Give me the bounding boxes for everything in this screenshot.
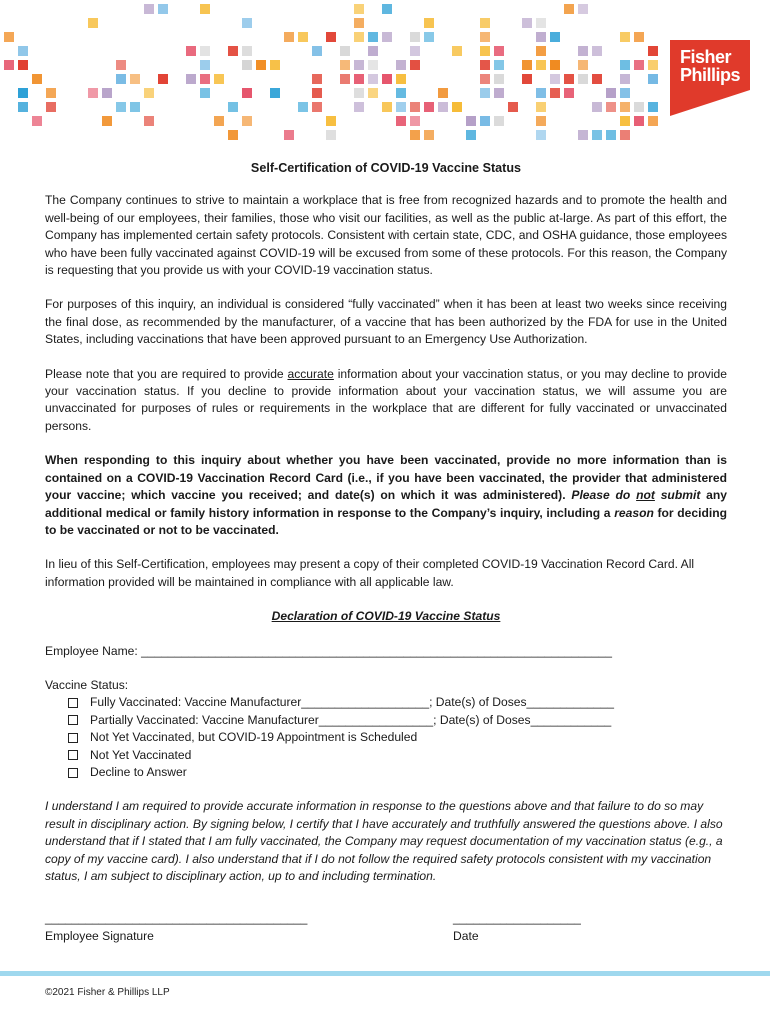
pixel-square [312, 74, 322, 84]
pixel-square [354, 88, 364, 98]
pixel-square [536, 32, 546, 42]
pixel-square [298, 102, 308, 112]
pixel-square [466, 130, 476, 140]
pixel-square [200, 4, 210, 14]
pixel-square [312, 102, 322, 112]
pixel-square [354, 18, 364, 28]
pixel-square [634, 116, 644, 126]
pixel-square [326, 116, 336, 126]
pixel-square [606, 102, 616, 112]
pixel-square [578, 130, 588, 140]
vaccine-status-options [68, 694, 727, 781]
pixel-square [410, 32, 420, 42]
pixel-square [620, 88, 630, 98]
pixel-square [382, 4, 392, 14]
pixel-square [284, 32, 294, 42]
pixel-square [564, 74, 574, 84]
pixel-square [46, 102, 56, 112]
logo-text [680, 48, 740, 84]
pixel-square [18, 60, 28, 70]
pixel-square [242, 88, 252, 98]
pixel-square [424, 18, 434, 28]
pixel-square [354, 4, 364, 14]
pixel-square [480, 32, 490, 42]
pixel-square [4, 32, 14, 42]
pixel-square [536, 102, 546, 112]
pixel-square [578, 60, 588, 70]
pixel-square [186, 46, 196, 56]
pixel-square [536, 88, 546, 98]
pixel-square [550, 74, 560, 84]
pixel-square [242, 60, 252, 70]
document-title: Self-Certification of COVID-19 Vaccine Status [250, 161, 522, 175]
pixel-square [228, 102, 238, 112]
pixel-square [606, 130, 616, 140]
date-block [453, 910, 581, 945]
pixel-square [620, 32, 630, 42]
pixel-square [396, 88, 406, 98]
pixel-square [564, 4, 574, 14]
option-not-vaccinated[interactable] [68, 747, 727, 764]
pixel-square [396, 74, 406, 84]
pixel-square [536, 130, 546, 140]
option-label: Decline to Answer [90, 764, 187, 779]
option-label: Partially Vaccinated: Vaccine Manufacturer_________________; Date(s) of Doses____________ [90, 712, 612, 727]
pixel-square [144, 88, 154, 98]
pixel-square [592, 102, 602, 112]
signature-line[interactable]: _______________________________________ [45, 911, 308, 926]
option-label: Not Yet Vaccinated, but COVID-19 Appointment is Scheduled [90, 730, 418, 745]
header-pixel-art [0, 0, 770, 150]
pixel-square [368, 74, 378, 84]
instructions-text-a: When responding to this inquiry about whether you have been vaccinated, provide no more information than is contained on a COVID-19 Vaccination Record Card (i.e., if you have been vaccinated, the provider that administered your vaccine; which vaccine you received; and date(s) on which it was administered). [45, 453, 727, 503]
pixel-square [256, 60, 266, 70]
pixel-square [494, 46, 504, 56]
pixel-square [424, 130, 434, 140]
pixel-square [536, 60, 546, 70]
pixel-square [648, 74, 658, 84]
pixel-square [508, 102, 518, 112]
accuracy-text-b: information about your vaccination status, or you may decline to provide your vaccination status. If you decline to provide information about your vaccination status, we will assume you are unvaccinated for purposes of rules or requirements in the workplace that are different for fully vaccinated or unvaccinated persons. [45, 366, 727, 433]
pixel-square [592, 130, 602, 140]
instructions-text-c: for deciding to be vaccinated or not to be vaccinated. [45, 505, 728, 537]
pixel-square [410, 130, 420, 140]
option-partially-vaccinated[interactable] [68, 712, 727, 729]
instructions-reason: reason [614, 505, 654, 520]
pixel-square [592, 46, 602, 56]
pixel-square [18, 88, 28, 98]
instructions-submit: submit [654, 488, 701, 503]
pixel-square [116, 60, 126, 70]
pixel-square [424, 32, 434, 42]
pixel-square [410, 60, 420, 70]
pixel-square [312, 46, 322, 56]
pixel-square [592, 74, 602, 84]
checkbox-fully-vaccinated[interactable] [68, 698, 78, 708]
pixel-square [522, 60, 532, 70]
pixel-square [424, 102, 434, 112]
pixel-square [158, 4, 168, 14]
option-decline[interactable] [68, 764, 727, 781]
pixel-square [634, 32, 644, 42]
accurate-underlined: accurate [287, 366, 334, 381]
pixel-square [228, 46, 238, 56]
pixel-square [270, 60, 280, 70]
pixel-square [466, 116, 476, 126]
pixel-square [634, 102, 644, 112]
signature-label: Employee Signature [45, 928, 154, 943]
pixel-square [620, 102, 630, 112]
pixel-square [410, 102, 420, 112]
pixel-square [116, 74, 126, 84]
paragraph-fully-vaccinated-definition: For purposes of this inquiry, an individual is considered “fully vaccinated” when it has been at least two weeks since receiving the final dose, as recommended by the manufacturer, of a vaccine that has been authorized by the FDA for use in the United States, including vaccinations that have been approved pursuant to an Emergency Use Authorization. [45, 297, 727, 347]
pixel-square [648, 102, 658, 112]
paragraph-accuracy [45, 366, 727, 436]
pixel-square [200, 46, 210, 56]
pixel-square [536, 18, 546, 28]
pixel-square [536, 46, 546, 56]
pixel-square [340, 46, 350, 56]
pixel-square [368, 32, 378, 42]
pixel-square [522, 18, 532, 28]
pixel-square [648, 116, 658, 126]
pixel-square [480, 60, 490, 70]
pixel-square [368, 88, 378, 98]
pixel-square [452, 102, 462, 112]
pixel-square [396, 102, 406, 112]
pixel-square [340, 74, 350, 84]
pixel-square [522, 74, 532, 84]
document-body [45, 160, 727, 946]
option-label: Fully Vaccinated: Vaccine Manufacturer___________________; Date(s) of Doses_____________ [90, 695, 614, 710]
pixel-square [186, 74, 196, 84]
pixel-square [480, 116, 490, 126]
pixel-square [494, 88, 504, 98]
pixel-square [648, 60, 658, 70]
vaccine-status-label: Vaccine Status: [45, 677, 129, 692]
footer-rule [0, 971, 770, 976]
employee-name-field[interactable]: Employee Name: ______________________________________________________________________ [45, 643, 612, 658]
pixel-square [396, 116, 406, 126]
pixel-square [354, 102, 364, 112]
pixel-square [18, 102, 28, 112]
pixel-square [550, 32, 560, 42]
pixel-square [88, 88, 98, 98]
logo-line-1: Fisher [680, 47, 732, 67]
paragraph-record-card: In lieu of this Self-Certification, employees may present a copy of their completed COVID-19 Vaccination Record Card. All information provided will be maintained in compliance with all applicable law. [45, 557, 695, 589]
fisher-phillips-logo [670, 40, 750, 116]
pixel-square [536, 116, 546, 126]
pixel-square [242, 46, 252, 56]
pixel-square [354, 32, 364, 42]
pixel-square [102, 116, 112, 126]
pixel-square [494, 74, 504, 84]
pixel-square [242, 116, 252, 126]
pixel-square [32, 116, 42, 126]
pixel-square [326, 32, 336, 42]
pixel-square [284, 130, 294, 140]
pixel-square [648, 46, 658, 56]
signature-block [45, 910, 307, 945]
pixel-square [242, 18, 252, 28]
pixel-square [116, 102, 126, 112]
pixel-square [102, 88, 112, 98]
footer-copyright: ©2021 Fisher & Phillips LLP [45, 987, 170, 998]
pixel-square [480, 46, 490, 56]
pixel-square [494, 60, 504, 70]
declaration-title: Declaration of COVID-19 Vaccine Status [271, 609, 501, 624]
instructions-text-b: any additional medical or family history information in response to the Company’s inquiry, including a [45, 488, 727, 520]
pixel-square [200, 88, 210, 98]
option-label: Not Yet Vaccinated [90, 747, 192, 762]
pixel-square [312, 88, 322, 98]
pixel-square [494, 116, 504, 126]
date-line[interactable]: ___________________ [453, 911, 581, 926]
pixel-square [480, 88, 490, 98]
pixel-square [214, 74, 224, 84]
pixel-square [340, 60, 350, 70]
pixel-square [144, 4, 154, 14]
pixel-square [368, 60, 378, 70]
pixel-square [410, 46, 420, 56]
pixel-square [578, 46, 588, 56]
pixel-square [620, 74, 630, 84]
pixel-square [620, 60, 630, 70]
pixel-square [4, 60, 14, 70]
instructions-please-do: Please do [571, 488, 637, 503]
checkbox-decline[interactable] [68, 768, 78, 778]
pixel-square [396, 60, 406, 70]
pixel-square [438, 88, 448, 98]
pixel-square [270, 88, 280, 98]
pixel-square [578, 74, 588, 84]
pixel-square [354, 74, 364, 84]
pixel-square [564, 88, 574, 98]
logo-line-2: Phillips [680, 65, 741, 85]
pixel-square [130, 74, 140, 84]
pixel-square [200, 74, 210, 84]
pixel-square [354, 60, 364, 70]
checkbox-partially-vaccinated[interactable] [68, 715, 78, 725]
pixel-square [480, 74, 490, 84]
pixel-square [578, 4, 588, 14]
signature-row [45, 910, 727, 946]
option-fully-vaccinated[interactable] [68, 694, 727, 711]
pixel-square [634, 60, 644, 70]
checkbox-appointment-scheduled[interactable] [68, 733, 78, 743]
pixel-square [32, 74, 42, 84]
pixel-square [46, 88, 56, 98]
paragraph-response-instructions [45, 452, 727, 539]
pixel-square [130, 102, 140, 112]
accuracy-text-a: Please note that you are required to provide [45, 366, 288, 381]
pixel-square [620, 116, 630, 126]
paragraph-intro: The Company continues to strive to maintain a workplace that is free from recognized hazards and to promote the health and well-being of our employees, their families, those who visit our facilities, as well as the public at-large. As part of this effort, the Company has implemented certain safety protocols. Consistent with certain state, CDC, and OSHA guidance, those employees who have been fully vaccinated against COVID-19 will be excused from some of these protocols. For this reason, the Company is requesting that you provide us with your COVID-19 vaccination status. [45, 193, 727, 278]
checkbox-not-vaccinated[interactable] [68, 750, 78, 760]
pixel-square [606, 88, 616, 98]
date-label: Date [453, 928, 479, 943]
pixel-square [368, 46, 378, 56]
instructions-not: not [636, 488, 655, 503]
pixel-square [158, 74, 168, 84]
pixel-square [382, 32, 392, 42]
pixel-square [452, 46, 462, 56]
pixel-square [480, 18, 490, 28]
pixel-square [382, 74, 392, 84]
attestation-statement: I understand I am required to provide accurate information in response to the questions above and that failure to do so may result in disciplinary action. By signing below, I certify that I have accurately and truthfully answered the questions above. I also understand that if I stated that I am fully vaccinated, the Company may request documentation of my vaccination status (e.g., a copy of my vaccine card). I also understand that if I do not follow the required safety protocols consistent with my vaccination status, I am subject to disciplinary action, up to and including termination. [45, 799, 723, 883]
pixel-square [18, 46, 28, 56]
pixel-square [144, 116, 154, 126]
option-appointment-scheduled[interactable] [68, 729, 727, 746]
pixel-square [410, 116, 420, 126]
pixel-square [214, 116, 224, 126]
pixel-square [326, 130, 336, 140]
pixel-square [200, 60, 210, 70]
pixel-square [438, 102, 448, 112]
pixel-square [228, 130, 238, 140]
pixel-square [88, 18, 98, 28]
pixel-square [298, 32, 308, 42]
pixel-square [550, 60, 560, 70]
pixel-square [620, 130, 630, 140]
pixel-square [382, 102, 392, 112]
pixel-square [550, 88, 560, 98]
